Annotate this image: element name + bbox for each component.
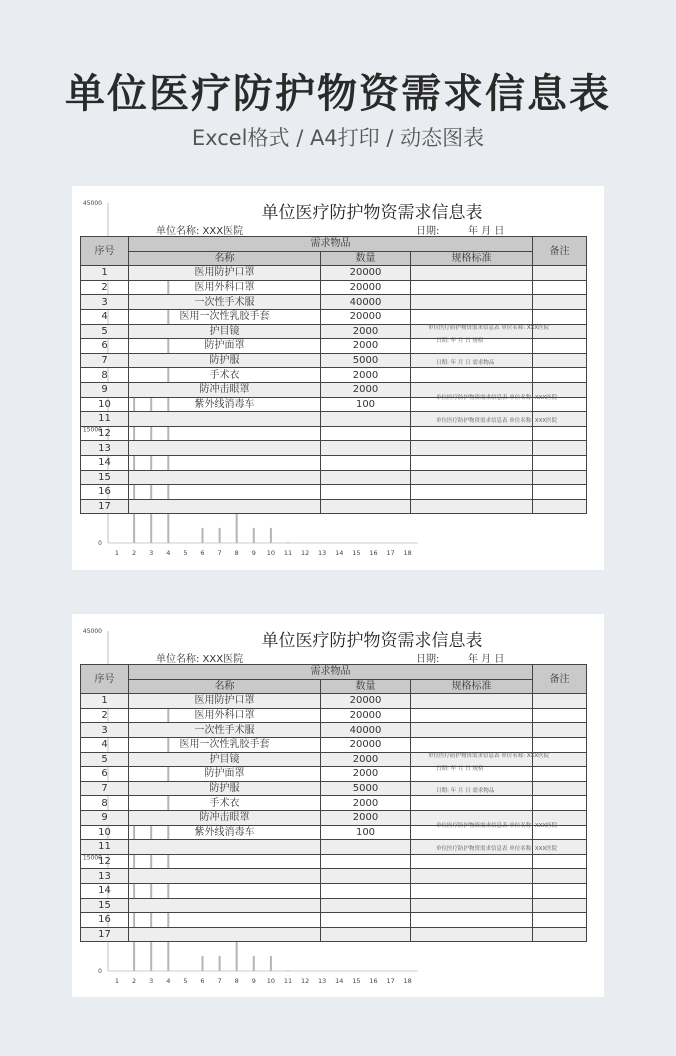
date-fields: 年 月 日 xyxy=(468,654,505,665)
row-spec xyxy=(411,927,533,942)
row-spec xyxy=(411,368,533,383)
row-qty: 100 xyxy=(321,397,411,412)
row-qty: 20000 xyxy=(321,266,411,281)
y-tick-label: 15000 xyxy=(82,854,102,862)
x-tick-label: 3 xyxy=(149,977,154,985)
date-fields: 年 月 日 xyxy=(468,226,505,237)
table-row xyxy=(81,441,587,456)
header-name: 名称 xyxy=(129,251,321,266)
row-name: 紫外线消毒车 xyxy=(129,397,321,412)
y-tick-label: 0 xyxy=(98,540,102,547)
table-row xyxy=(81,708,587,723)
y-tick-label: 45000 xyxy=(82,628,102,635)
row-qty xyxy=(321,927,411,942)
row-name xyxy=(129,499,321,514)
row-note xyxy=(533,280,587,295)
row-note xyxy=(533,913,587,928)
demand-table xyxy=(80,236,587,514)
chart-legend-text: 单位医疗防护物资需求信息表 单位名称: XXX医院 xyxy=(436,395,558,401)
row-no: 12 xyxy=(81,854,129,869)
row-spec xyxy=(411,470,533,485)
row-name: 医用外科口罩 xyxy=(129,280,321,295)
row-no: 5 xyxy=(81,752,129,767)
chart-legend-text: 单位医疗防护物资需求信息表 单位名称: XXX医院 xyxy=(436,823,558,829)
row-qty: 2000 xyxy=(321,810,411,825)
row-qty: 2000 xyxy=(321,368,411,383)
chart-legend-date: 日期: 年 月 日 规格 xyxy=(436,338,484,344)
row-no: 11 xyxy=(81,412,129,427)
row-name: 医用防护口罩 xyxy=(129,266,321,281)
x-tick-label: 1 xyxy=(114,977,120,985)
row-spec xyxy=(411,854,533,869)
row-qty: 2000 xyxy=(321,324,411,339)
date-label: 日期: xyxy=(416,226,440,237)
row-spec xyxy=(411,694,533,709)
sheet-title: 单位医疗防护物资需求信息表 xyxy=(261,203,483,223)
chart-legend-text: 单位医疗防护物资需求信息表 单位名称: XXX医院 xyxy=(436,846,558,852)
row-qty: 2000 xyxy=(321,796,411,811)
x-tick-label: 3 xyxy=(149,549,154,557)
row-spec xyxy=(411,898,533,913)
row-no: 10 xyxy=(81,825,129,840)
row-spec xyxy=(411,796,533,811)
header-note: 备注 xyxy=(533,665,587,694)
row-no: 15 xyxy=(81,898,129,913)
header-spec: 规格标准 xyxy=(411,251,533,266)
row-spec xyxy=(411,723,533,738)
table-row xyxy=(81,796,587,811)
row-name xyxy=(129,485,321,500)
chart-bar xyxy=(253,528,255,543)
row-qty: 20000 xyxy=(321,708,411,723)
row-name xyxy=(129,927,321,942)
table-row xyxy=(81,781,587,796)
table-row xyxy=(81,309,587,324)
header-spec: 规格标准 xyxy=(411,679,533,694)
row-spec xyxy=(411,913,533,928)
row-note xyxy=(533,883,587,898)
hero-subtitle: Excel格式 / A4打印 / 动态图表 xyxy=(191,126,485,150)
header-note: 备注 xyxy=(533,237,587,266)
row-note xyxy=(533,898,587,913)
table-row xyxy=(81,499,587,514)
unit-label: 单位名称: XXX医院 xyxy=(156,654,244,665)
row-name xyxy=(129,455,321,470)
table-row xyxy=(81,927,587,942)
row-no: 12 xyxy=(81,426,129,441)
x-tick-label: 7 xyxy=(217,549,222,557)
table-row xyxy=(81,426,587,441)
row-no: 1 xyxy=(81,694,129,709)
row-note xyxy=(533,869,587,884)
x-tick-label: 8 xyxy=(234,977,239,985)
row-qty: 40000 xyxy=(321,295,411,310)
row-qty: 2000 xyxy=(321,339,411,354)
row-qty xyxy=(321,883,411,898)
row-spec xyxy=(411,309,533,324)
x-tick-label: 10 xyxy=(266,549,276,557)
header-no: 序号 xyxy=(81,237,129,266)
date-label: 日期: xyxy=(416,654,440,665)
row-qty xyxy=(321,455,411,470)
row-note xyxy=(533,309,587,324)
table-row xyxy=(81,353,587,368)
table-row xyxy=(81,723,587,738)
row-spec xyxy=(411,708,533,723)
sheet-title: 单位医疗防护物资需求信息表 xyxy=(261,631,483,651)
table-row xyxy=(81,869,587,884)
row-qty xyxy=(321,898,411,913)
row-note xyxy=(533,441,587,456)
row-no: 13 xyxy=(81,869,129,884)
table-row xyxy=(81,767,587,782)
x-tick-label: 14 xyxy=(335,977,344,985)
row-no: 5 xyxy=(81,324,129,339)
row-qty: 20000 xyxy=(321,737,411,752)
row-note xyxy=(533,368,587,383)
table-row xyxy=(81,694,587,709)
row-qty xyxy=(321,854,411,869)
x-tick-label: 6 xyxy=(200,977,205,985)
row-qty: 2000 xyxy=(321,767,411,782)
row-qty: 5000 xyxy=(321,353,411,368)
x-tick-label: 2 xyxy=(132,977,137,985)
row-no: 7 xyxy=(81,781,129,796)
x-tick-label: 10 xyxy=(266,977,276,985)
table-row xyxy=(81,854,587,869)
row-note xyxy=(533,767,587,782)
chart-bar xyxy=(287,542,289,543)
row-note xyxy=(533,723,587,738)
row-qty: 20000 xyxy=(321,280,411,295)
row-note xyxy=(533,854,587,869)
row-name xyxy=(129,898,321,913)
row-note xyxy=(533,796,587,811)
hero-title: 单位医疗防护物资需求信息表 xyxy=(65,71,611,117)
table-row xyxy=(81,883,587,898)
row-no: 2 xyxy=(81,708,129,723)
row-spec xyxy=(411,295,533,310)
chart-legend-date: 日期: 年 月 日 需求物品 xyxy=(436,788,495,794)
row-no: 11 xyxy=(81,840,129,855)
table-row xyxy=(81,485,587,500)
row-spec xyxy=(411,280,533,295)
x-tick-label: 17 xyxy=(386,549,395,557)
row-note xyxy=(533,485,587,500)
x-tick-label: 12 xyxy=(300,977,310,985)
x-tick-label: 4 xyxy=(166,549,171,557)
row-spec xyxy=(411,266,533,281)
row-qty xyxy=(321,913,411,928)
row-name xyxy=(129,913,321,928)
row-spec xyxy=(411,499,533,514)
row-qty: 100 xyxy=(321,825,411,840)
x-tick-label: 15 xyxy=(352,549,361,557)
row-name: 防护服 xyxy=(129,781,321,796)
x-tick-label: 7 xyxy=(217,977,222,985)
x-tick-label: 16 xyxy=(369,977,378,985)
chart-bar xyxy=(202,528,204,543)
table-row xyxy=(81,455,587,470)
row-no: 16 xyxy=(81,913,129,928)
chart-legend-date: 日期: 年 月 日 需求物品 xyxy=(436,360,495,366)
row-note xyxy=(533,781,587,796)
row-no: 9 xyxy=(81,810,129,825)
table-row xyxy=(81,266,587,281)
row-name: 紫外线消毒车 xyxy=(129,825,321,840)
row-qty: 5000 xyxy=(321,781,411,796)
x-tick-label: 5 xyxy=(183,549,188,557)
row-no: 3 xyxy=(81,723,129,738)
row-name: 防护面罩 xyxy=(129,767,321,782)
row-qty xyxy=(321,441,411,456)
row-note xyxy=(533,426,587,441)
row-no: 2 xyxy=(81,280,129,295)
row-name xyxy=(129,412,321,427)
table-row xyxy=(81,913,587,928)
sheet-preview-2 xyxy=(72,614,604,997)
row-spec xyxy=(411,441,533,456)
row-name: 防护服 xyxy=(129,353,321,368)
row-no: 1 xyxy=(81,266,129,281)
y-tick-label: 15000 xyxy=(82,426,102,434)
row-no: 6 xyxy=(81,339,129,354)
row-name: 防冲击眼罩 xyxy=(129,382,321,397)
row-qty xyxy=(321,840,411,855)
x-tick-label: 16 xyxy=(369,549,378,557)
x-tick-label: 17 xyxy=(386,977,395,985)
row-qty: 20000 xyxy=(321,694,411,709)
x-tick-label: 2 xyxy=(132,549,137,557)
x-tick-label: 9 xyxy=(251,977,256,985)
row-name: 手术衣 xyxy=(129,796,321,811)
row-name: 医用防护口罩 xyxy=(129,694,321,709)
row-no: 8 xyxy=(81,796,129,811)
row-no: 14 xyxy=(81,883,129,898)
header-name: 名称 xyxy=(129,679,321,694)
row-no: 17 xyxy=(81,499,129,514)
row-qty: 2000 xyxy=(321,752,411,767)
chart-bar xyxy=(253,956,255,971)
x-tick-label: 13 xyxy=(318,549,327,557)
row-no: 7 xyxy=(81,353,129,368)
row-spec xyxy=(411,426,533,441)
chart-legend-text: 单位医疗防护物资需求信息表 单位名称: XXX医院 xyxy=(428,325,550,331)
row-qty xyxy=(321,485,411,500)
chart-bar xyxy=(219,528,221,543)
row-qty xyxy=(321,499,411,514)
row-name xyxy=(129,854,321,869)
row-name xyxy=(129,426,321,441)
row-note xyxy=(533,470,587,485)
row-no: 6 xyxy=(81,767,129,782)
table-row xyxy=(81,470,587,485)
row-qty xyxy=(321,426,411,441)
row-name xyxy=(129,840,321,855)
chart-bar xyxy=(219,956,221,971)
table-row xyxy=(81,295,587,310)
row-note xyxy=(533,737,587,752)
table-row xyxy=(81,339,587,354)
row-spec xyxy=(411,455,533,470)
x-tick-label: 5 xyxy=(183,977,188,985)
row-note xyxy=(533,455,587,470)
table-row xyxy=(81,368,587,383)
row-no: 17 xyxy=(81,927,129,942)
row-name xyxy=(129,869,321,884)
row-qty: 40000 xyxy=(321,723,411,738)
chart-legend-date: 日期: 年 月 日 规格 xyxy=(436,766,484,772)
row-name: 医用一次性乳胶手套 xyxy=(129,309,321,324)
chart-bar xyxy=(287,970,289,971)
row-spec xyxy=(411,869,533,884)
row-qty xyxy=(321,412,411,427)
row-note xyxy=(533,353,587,368)
row-qty: 2000 xyxy=(321,382,411,397)
x-tick-label: 4 xyxy=(166,977,171,985)
x-tick-label: 11 xyxy=(283,977,293,985)
row-name xyxy=(129,883,321,898)
table-row xyxy=(81,898,587,913)
row-qty xyxy=(321,869,411,884)
row-name: 医用外科口罩 xyxy=(129,708,321,723)
row-spec xyxy=(411,485,533,500)
x-tick-label: 11 xyxy=(283,549,293,557)
table-row xyxy=(81,280,587,295)
chart-legend-text: 单位医疗防护物资需求信息表 单位名称: XXX医院 xyxy=(428,753,550,759)
row-no: 13 xyxy=(81,441,129,456)
row-qty xyxy=(321,470,411,485)
row-note xyxy=(533,295,587,310)
row-no: 9 xyxy=(81,382,129,397)
header-group: 需求物品 xyxy=(129,237,533,252)
table-row xyxy=(81,737,587,752)
row-name: 护目镜 xyxy=(129,752,321,767)
header-no: 序号 xyxy=(81,665,129,694)
chart-bar xyxy=(202,956,204,971)
chart-legend-text: 单位医疗防护物资需求信息表 单位名称: XXX医院 xyxy=(436,418,558,424)
row-note xyxy=(533,499,587,514)
row-no: 10 xyxy=(81,397,129,412)
unit-label: 单位名称: XXX医院 xyxy=(156,226,244,237)
row-note xyxy=(533,266,587,281)
row-name: 防护面罩 xyxy=(129,339,321,354)
header-qty: 数量 xyxy=(321,251,411,266)
row-no: 16 xyxy=(81,485,129,500)
x-tick-label: 8 xyxy=(234,549,239,557)
row-name: 医用一次性乳胶手套 xyxy=(129,737,321,752)
row-note xyxy=(533,708,587,723)
x-tick-label: 15 xyxy=(352,977,361,985)
x-tick-label: 14 xyxy=(335,549,344,557)
row-no: 8 xyxy=(81,368,129,383)
row-no: 14 xyxy=(81,455,129,470)
header-qty: 数量 xyxy=(321,679,411,694)
row-name: 防冲击眼罩 xyxy=(129,810,321,825)
row-spec xyxy=(411,883,533,898)
row-name: 一次性手术服 xyxy=(129,295,321,310)
row-no: 4 xyxy=(81,309,129,324)
row-no: 15 xyxy=(81,470,129,485)
chart-bar xyxy=(270,528,272,543)
header-group: 需求物品 xyxy=(129,665,533,680)
row-note xyxy=(533,694,587,709)
x-tick-label: 9 xyxy=(251,549,256,557)
y-tick-label: 45000 xyxy=(82,200,102,207)
row-note xyxy=(533,927,587,942)
row-name: 护目镜 xyxy=(129,324,321,339)
row-name: 手术衣 xyxy=(129,368,321,383)
y-tick-label: 0 xyxy=(98,968,102,975)
x-tick-label: 1 xyxy=(114,549,120,557)
row-name xyxy=(129,470,321,485)
demand-table xyxy=(80,664,587,942)
row-spec xyxy=(411,737,533,752)
row-name: 一次性手术服 xyxy=(129,723,321,738)
chart-bar xyxy=(270,956,272,971)
row-no: 3 xyxy=(81,295,129,310)
row-qty: 20000 xyxy=(321,309,411,324)
sheet-preview-1 xyxy=(72,186,604,570)
row-note xyxy=(533,339,587,354)
x-tick-label: 18 xyxy=(403,549,412,557)
x-tick-label: 12 xyxy=(300,549,310,557)
x-tick-label: 13 xyxy=(318,977,327,985)
row-name xyxy=(129,441,321,456)
x-tick-label: 6 xyxy=(200,549,205,557)
x-tick-label: 18 xyxy=(403,977,412,985)
row-no: 4 xyxy=(81,737,129,752)
